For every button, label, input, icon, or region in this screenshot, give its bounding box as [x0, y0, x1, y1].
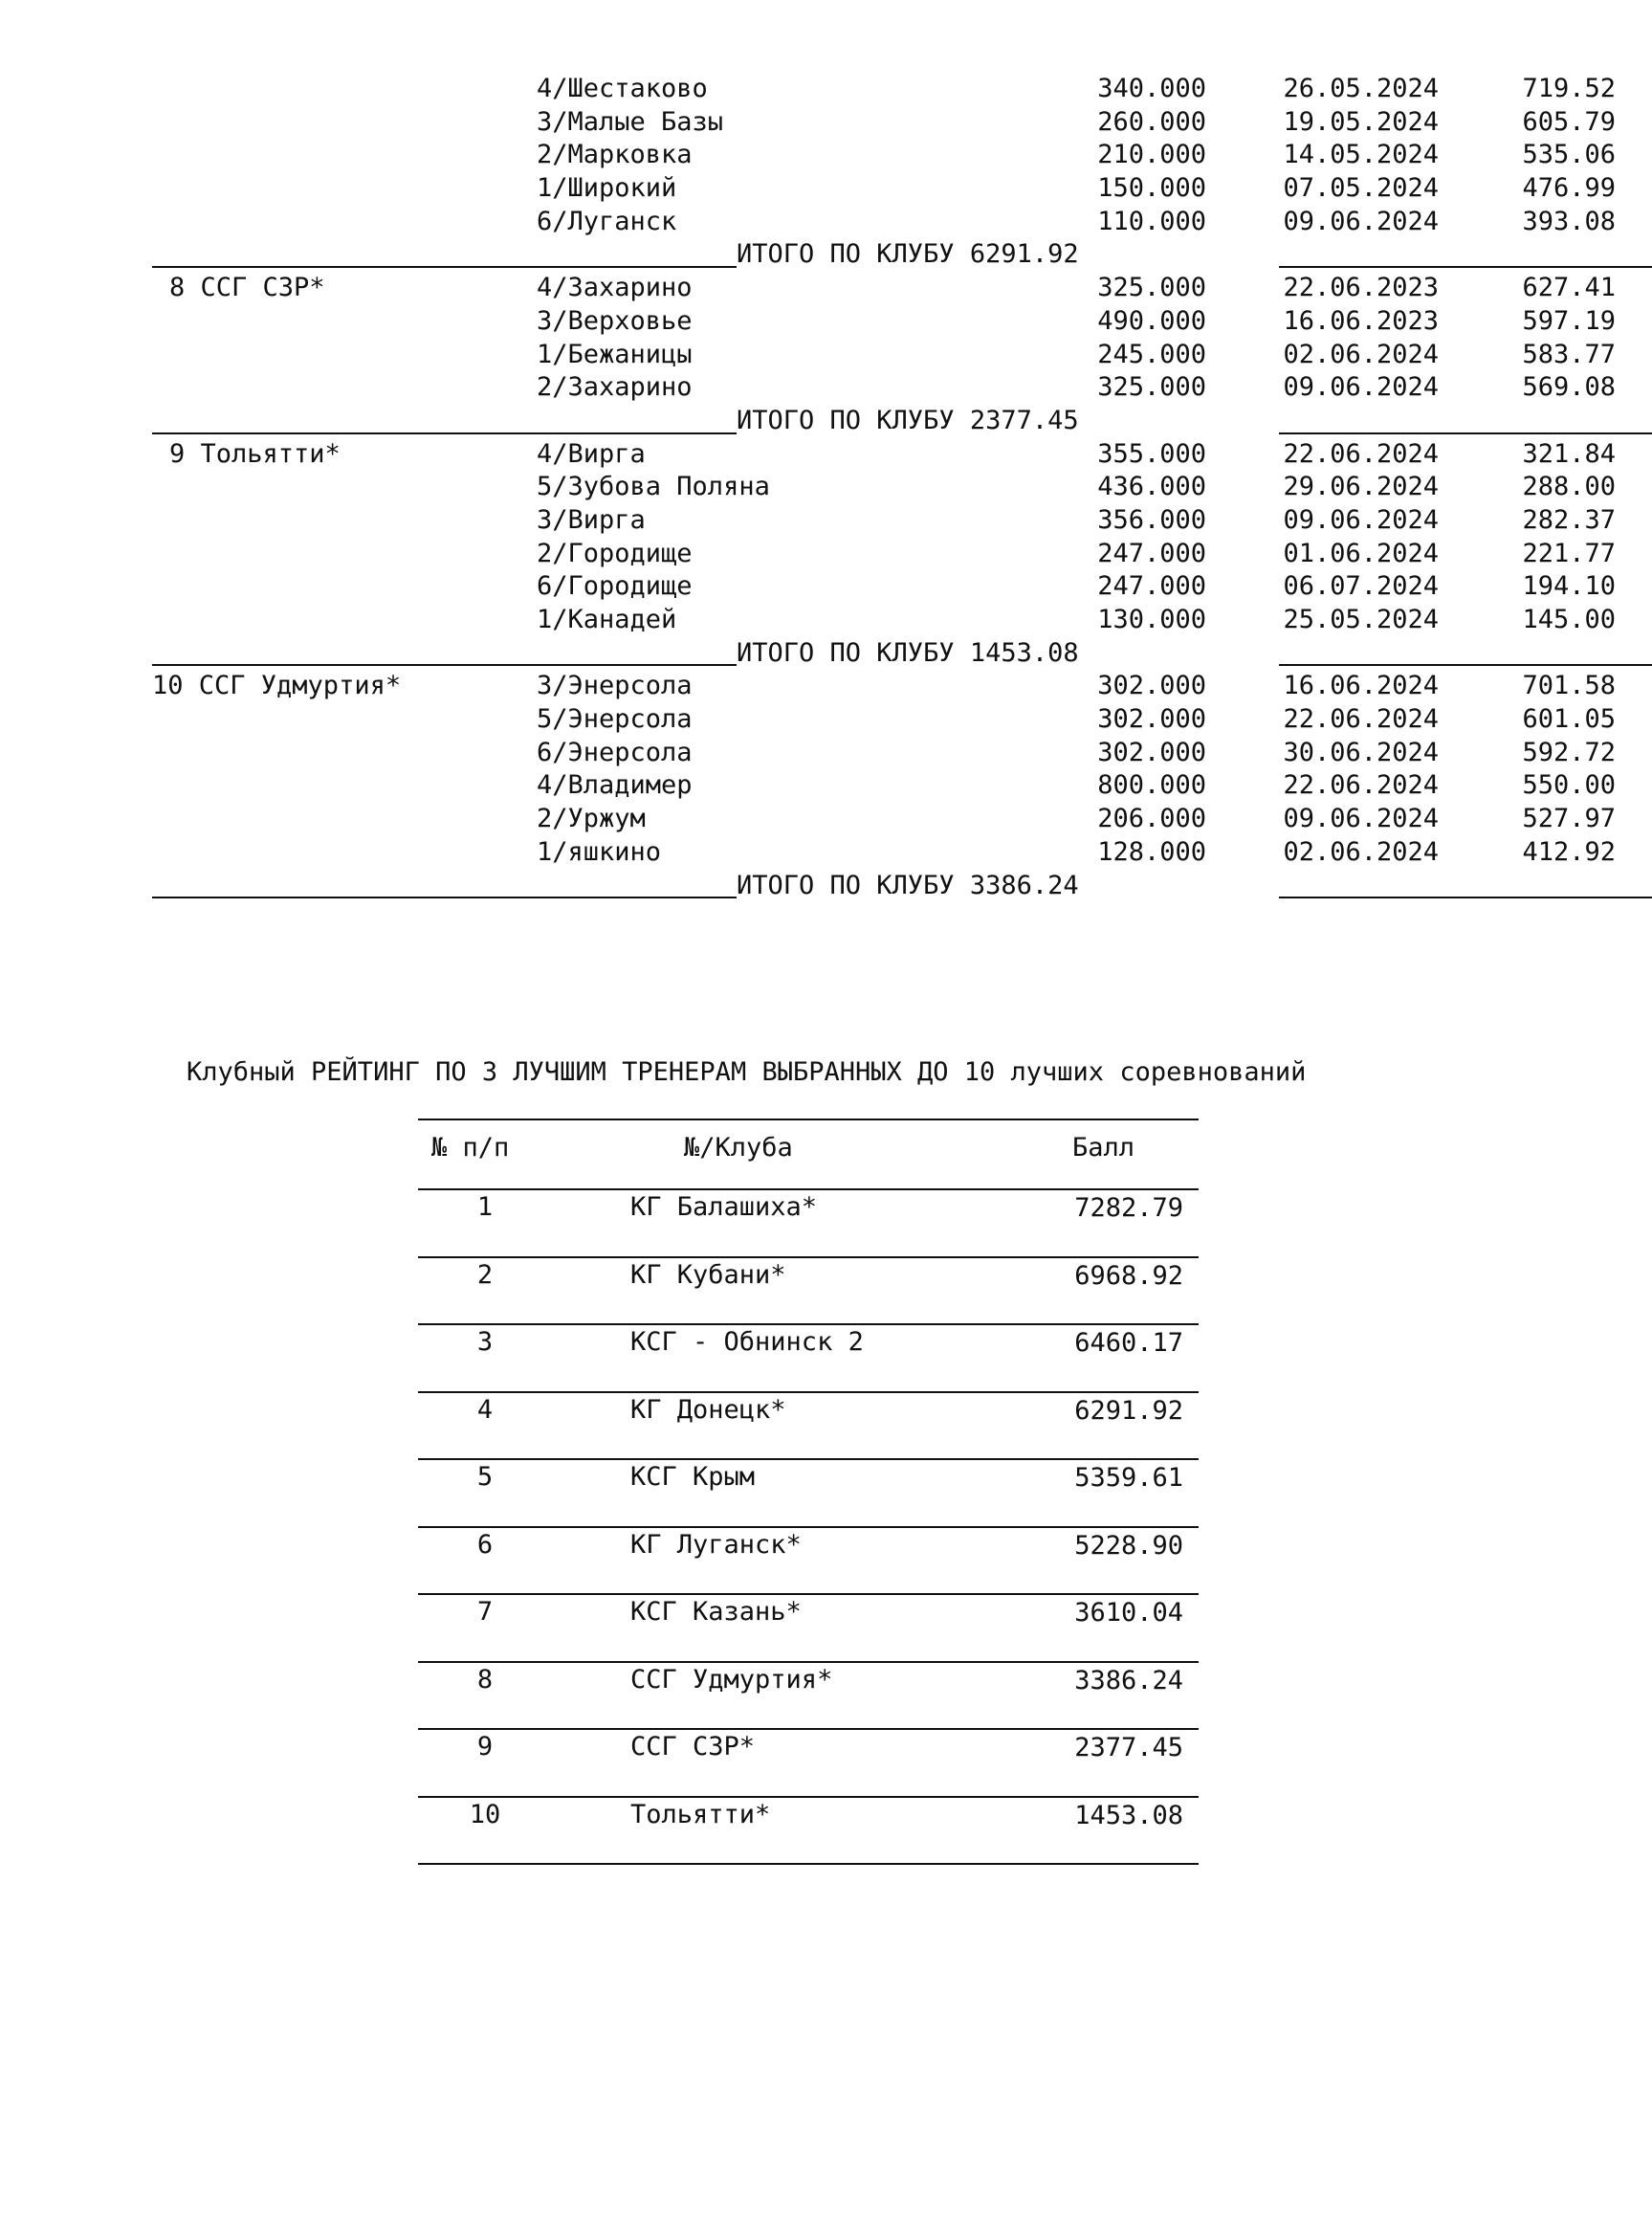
club-total-row — [152, 238, 1501, 272]
total-rule-left — [152, 897, 737, 898]
rank-number: 6 — [476, 1529, 494, 1560]
event-distance: 247.000 — [1097, 571, 1206, 602]
club-total: ИТОГО ПО КЛУБУ 1453.08 — [737, 637, 1079, 668]
event-distance: 245.000 — [1097, 339, 1206, 369]
event-distance: 247.000 — [1097, 538, 1206, 568]
event-place: 5/Энерсола — [537, 704, 693, 735]
result-row — [152, 504, 1616, 538]
rank-club: ССГ Удмуртия* — [630, 1664, 833, 1695]
event-date: 01.06.2024 — [1283, 538, 1439, 568]
rank-club: ССГ СЗР* — [630, 1732, 756, 1762]
event-distance: 260.000 — [1097, 106, 1206, 137]
event-date: 09.06.2024 — [1283, 206, 1439, 236]
result-row — [152, 371, 1616, 405]
event-date: 14.05.2024 — [1283, 140, 1439, 170]
event-date: 22.06.2024 — [1283, 770, 1439, 801]
event-date: 25.05.2024 — [1283, 605, 1439, 634]
result-row — [152, 139, 1616, 172]
event-score: 288.00 — [1522, 472, 1616, 502]
rank-number: 2 — [476, 1259, 494, 1290]
ranking-header-row — [418, 1120, 1199, 1190]
event-date: 16.06.2023 — [1283, 305, 1439, 336]
result-row — [152, 604, 1616, 637]
ranking-row — [418, 1595, 1199, 1663]
club-total: ИТОГО ПО КЛУБУ 3386.24 — [737, 870, 1079, 900]
result-row — [152, 73, 1616, 106]
result-row — [152, 206, 1616, 239]
result-row — [152, 106, 1616, 140]
event-distance: 210.000 — [1097, 140, 1206, 170]
event-distance: 325.000 — [1097, 372, 1206, 403]
event-score: 605.79 — [1522, 106, 1616, 137]
rank-number: 7 — [476, 1597, 494, 1627]
event-distance: 436.000 — [1097, 472, 1206, 502]
event-distance: 340.000 — [1097, 74, 1206, 103]
event-distance: 355.000 — [1097, 438, 1206, 469]
result-row — [152, 305, 1616, 339]
rank-number: 9 — [476, 1732, 494, 1762]
rank-score: 1453.08 — [1074, 1800, 1183, 1830]
event-distance: 800.000 — [1097, 770, 1206, 801]
event-place: 3/Энерсола — [537, 671, 693, 701]
rank-score: 6460.17 — [1074, 1328, 1183, 1358]
event-score: 592.72 — [1522, 737, 1616, 767]
event-place: 1/Широкий — [537, 173, 677, 204]
rank-club: КГ Луганск* — [630, 1529, 802, 1560]
event-place: 6/Энерсола — [537, 737, 693, 767]
event-date: 09.06.2024 — [1283, 804, 1439, 834]
rank-number: 1 — [476, 1192, 494, 1222]
ranking-row — [418, 1528, 1199, 1596]
result-row — [152, 670, 1616, 703]
event-distance: 356.000 — [1097, 504, 1206, 535]
event-date: 22.06.2024 — [1283, 704, 1439, 735]
event-score: 476.99 — [1522, 173, 1616, 204]
event-place: 2/Городище — [537, 538, 693, 568]
event-score: 601.05 — [1522, 704, 1616, 735]
result-row — [152, 803, 1616, 836]
event-place: 5/Зубова Поляна — [537, 472, 770, 502]
event-distance: 302.000 — [1097, 704, 1206, 735]
event-score: 597.19 — [1522, 305, 1616, 336]
rank-number: 3 — [476, 1327, 494, 1357]
ranking-row — [418, 1798, 1199, 1866]
rank-score: 6291.92 — [1074, 1395, 1183, 1426]
ranking-row — [418, 1258, 1199, 1326]
event-place: 1/яшкино — [537, 836, 662, 867]
ranking-row — [418, 1460, 1199, 1528]
result-row — [152, 538, 1616, 571]
event-place: 2/Марковка — [537, 140, 693, 170]
ranking-table — [418, 1097, 1199, 1865]
event-distance: 302.000 — [1097, 737, 1206, 767]
rank-number: 5 — [476, 1462, 494, 1492]
club-total: ИТОГО ПО КЛУБУ 2377.45 — [737, 405, 1079, 435]
total-rule-right — [1279, 664, 1652, 666]
event-score: 145.00 — [1522, 605, 1616, 634]
header-club: №/Клуба — [684, 1133, 793, 1163]
rank-score: 7282.79 — [1074, 1193, 1183, 1223]
event-score: 719.52 — [1522, 74, 1616, 103]
header-score: Балл — [1072, 1133, 1135, 1163]
event-score: 321.84 — [1522, 438, 1616, 469]
ranking-row — [418, 1663, 1199, 1731]
event-date: 09.06.2024 — [1283, 504, 1439, 535]
event-place: 3/Вирга — [537, 504, 646, 535]
event-score: 412.92 — [1522, 836, 1616, 867]
ranking-top-rule — [418, 1097, 1199, 1120]
club-total: ИТОГО ПО КЛУБУ 6291.92 — [737, 239, 1079, 270]
ranking-row — [418, 1730, 1199, 1798]
event-score: 701.58 — [1522, 671, 1616, 701]
event-date: 29.06.2024 — [1283, 472, 1439, 502]
event-score: 393.08 — [1522, 206, 1616, 236]
rank-club: КСГ - Обнинск 2 — [630, 1327, 864, 1357]
result-row — [152, 438, 1616, 472]
rank-club: Тольятти* — [630, 1799, 771, 1829]
event-date: 16.06.2024 — [1283, 671, 1439, 701]
result-row — [152, 570, 1616, 604]
event-distance: 110.000 — [1097, 206, 1206, 236]
ranking-row — [418, 1393, 1199, 1461]
event-place: 6/Городище — [537, 571, 693, 602]
event-place: 3/Малые Базы — [537, 106, 724, 137]
event-place: 1/Бежаницы — [537, 339, 693, 369]
event-score: 527.97 — [1522, 804, 1616, 834]
event-place: 1/Канадей — [537, 605, 677, 634]
event-date: 02.06.2024 — [1283, 836, 1439, 867]
event-date: 07.05.2024 — [1283, 173, 1439, 204]
result-row — [152, 339, 1616, 372]
rank-club: КГ Кубани* — [630, 1259, 786, 1290]
event-place: 2/Захарино — [537, 372, 693, 403]
event-distance: 128.000 — [1097, 836, 1206, 867]
rank-score: 3610.04 — [1074, 1598, 1183, 1628]
club-name: 9 Тольятти* — [169, 438, 341, 469]
rank-score: 2377.45 — [1074, 1733, 1183, 1762]
event-place: 4/Захарино — [537, 273, 693, 303]
event-place: 4/Владимер — [537, 770, 693, 801]
rank-club: КГ Донецк* — [630, 1394, 786, 1425]
rank-score: 5228.90 — [1074, 1530, 1183, 1561]
event-score: 194.10 — [1522, 571, 1616, 602]
event-date: 22.06.2023 — [1283, 273, 1439, 303]
event-date: 09.06.2024 — [1283, 372, 1439, 403]
event-place: 4/Вирга — [537, 438, 646, 469]
total-rule-right — [1279, 266, 1652, 268]
rank-club: КСГ Крым — [630, 1462, 756, 1492]
rank-score: 3386.24 — [1074, 1665, 1183, 1695]
event-distance: 302.000 — [1097, 671, 1206, 701]
event-score: 569.08 — [1522, 372, 1616, 403]
event-distance: 206.000 — [1097, 804, 1206, 834]
event-distance: 325.000 — [1097, 273, 1206, 303]
club-name: 10 ССГ Удмуртия* — [152, 671, 402, 701]
event-date: 06.07.2024 — [1283, 571, 1439, 602]
ranking-row — [418, 1325, 1199, 1393]
result-row — [152, 703, 1616, 737]
club-name: 8 ССГ СЗР* — [169, 273, 325, 303]
result-row — [152, 737, 1616, 770]
event-distance: 150.000 — [1097, 173, 1206, 204]
event-score: 550.00 — [1522, 770, 1616, 801]
ranking-body — [418, 1190, 1199, 1865]
result-row — [152, 172, 1616, 206]
header-number: № п/п — [431, 1133, 510, 1163]
event-date: 30.06.2024 — [1283, 737, 1439, 767]
rank-club: КГ Балашиха* — [630, 1192, 818, 1222]
event-place: 6/Луганск — [537, 206, 677, 236]
event-date: 26.05.2024 — [1283, 74, 1439, 103]
club-results-listing — [152, 73, 1616, 902]
result-row — [152, 471, 1616, 504]
club-total-row — [152, 870, 1501, 903]
rank-number: 4 — [476, 1394, 494, 1425]
total-rule-left — [152, 266, 737, 268]
ranking-row — [418, 1190, 1199, 1258]
event-date: 19.05.2024 — [1283, 106, 1439, 137]
club-total-row — [152, 637, 1501, 671]
result-row — [152, 272, 1616, 305]
result-row — [152, 836, 1616, 870]
event-score: 535.06 — [1522, 140, 1616, 170]
rank-number: 10 — [469, 1799, 501, 1829]
event-place: 4/Шестаково — [537, 74, 708, 103]
event-date: 02.06.2024 — [1283, 339, 1439, 369]
event-score: 627.41 — [1522, 273, 1616, 303]
rank-club: КСГ Казань* — [630, 1597, 802, 1627]
ranking-title: Клубный РЕЙТИНГ ПО 3 ЛУЧШИМ ТРЕНЕРАМ ВЫБРАННЫХ ДО 10 лучших соревнований — [187, 1057, 1307, 1087]
event-distance: 490.000 — [1097, 305, 1206, 336]
club-total-row — [152, 405, 1501, 438]
total-rule-left — [152, 432, 737, 434]
rank-score: 5359.61 — [1074, 1463, 1183, 1493]
rank-number: 8 — [476, 1664, 494, 1695]
event-distance: 130.000 — [1097, 605, 1206, 634]
total-rule-right — [1279, 432, 1652, 434]
total-rule-left — [152, 664, 737, 666]
event-score: 583.77 — [1522, 339, 1616, 369]
total-rule-right — [1279, 897, 1652, 898]
event-place: 3/Верховье — [537, 305, 693, 336]
event-place: 2/Уржум — [537, 804, 646, 834]
event-score: 221.77 — [1522, 538, 1616, 568]
event-score: 282.37 — [1522, 504, 1616, 535]
rank-score: 6968.92 — [1074, 1260, 1183, 1291]
event-date: 22.06.2024 — [1283, 438, 1439, 469]
result-row — [152, 769, 1616, 803]
